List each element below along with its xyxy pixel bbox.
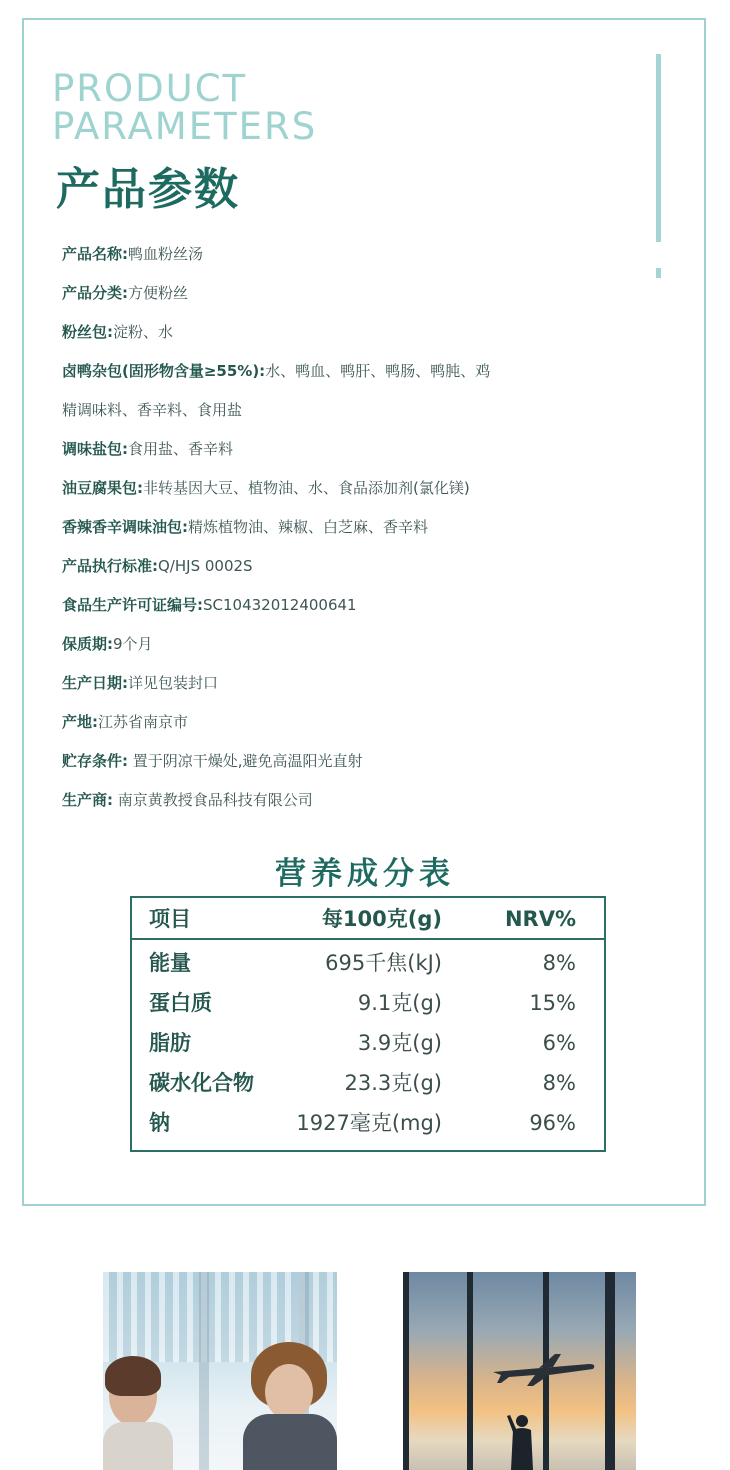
table-row bbox=[132, 1102, 604, 1142]
nutrient-nrv: 96% bbox=[529, 1111, 576, 1135]
param-key: 香辣香辛调味油包: bbox=[62, 518, 188, 536]
param-key: 产地: bbox=[62, 713, 98, 731]
param-line bbox=[62, 282, 662, 321]
woman-right-body bbox=[243, 1414, 337, 1470]
nutrient-amount: 695千焦(kJ) bbox=[325, 951, 442, 975]
param-value: SC10432012400641 bbox=[203, 596, 357, 614]
nutrition-title: 营养成分表 bbox=[275, 856, 455, 892]
window-mullion bbox=[605, 1272, 615, 1470]
person-silhouette-icon bbox=[507, 1414, 537, 1470]
nutrient-amount: 9.1克(g) bbox=[357, 991, 442, 1015]
param-value: 非转基因大豆、植物油、水、食品添加剂(氯化镁) bbox=[143, 479, 470, 497]
nutrient-name: 蛋白质 bbox=[149, 991, 212, 1015]
param-key: 生产日期: bbox=[62, 674, 128, 692]
airplane-icon bbox=[489, 1350, 599, 1390]
nutrition-table bbox=[130, 896, 606, 1152]
param-value: 淀粉、水 bbox=[113, 323, 174, 341]
param-line bbox=[62, 243, 662, 282]
nutrient-nrv: 15% bbox=[529, 991, 576, 1015]
param-key: 产品分类: bbox=[62, 284, 128, 302]
header-per-100g: 每100克(g) bbox=[321, 907, 442, 931]
window-mullion bbox=[403, 1272, 409, 1470]
airport-window-photo bbox=[403, 1272, 636, 1470]
param-line bbox=[62, 711, 662, 750]
nutrient-amount: 3.9克(g) bbox=[357, 1031, 442, 1055]
nutrient-name: 能量 bbox=[149, 951, 191, 975]
param-line bbox=[62, 633, 662, 672]
param-value: 江苏省南京市 bbox=[98, 713, 189, 731]
param-key: 保质期: bbox=[62, 635, 113, 653]
param-value: 精调味料、香辛料、食用盐 bbox=[62, 401, 243, 419]
param-value: 方便粉丝 bbox=[128, 284, 189, 302]
nutrient-nrv: 6% bbox=[542, 1031, 576, 1055]
nutrient-amount: 1927毫克(mg) bbox=[296, 1111, 442, 1135]
param-key: 食品生产许可证编号: bbox=[62, 596, 203, 614]
param-key: 油豆腐果包: bbox=[62, 479, 143, 497]
param-key: 产品执行标准: bbox=[62, 557, 158, 575]
param-key: 贮存条件: bbox=[62, 752, 128, 770]
param-key: 粉丝包: bbox=[62, 323, 113, 341]
office-meeting-photo bbox=[103, 1272, 337, 1470]
param-value: 鸭血粉丝汤 bbox=[128, 245, 204, 263]
param-line bbox=[62, 789, 662, 828]
nutrient-amount: 23.3克(g) bbox=[344, 1071, 442, 1095]
param-line bbox=[62, 672, 662, 711]
param-key: 生产商: bbox=[62, 791, 113, 809]
office-pillar bbox=[199, 1272, 209, 1470]
param-line bbox=[62, 750, 662, 789]
table-row bbox=[132, 1022, 604, 1062]
accent-bar-long bbox=[656, 54, 661, 242]
param-line bbox=[62, 555, 662, 594]
table-row bbox=[132, 1062, 604, 1102]
nutrient-name: 碳水化合物 bbox=[149, 1071, 254, 1095]
param-key: 卤鸭杂包(固形物含量≥55%): bbox=[62, 362, 266, 380]
nutrient-name: 脂肪 bbox=[149, 1031, 191, 1055]
woman-left-hair bbox=[105, 1356, 161, 1396]
param-value: 精炼植物油、辣椒、白芝麻、香辛料 bbox=[188, 518, 429, 536]
param-line bbox=[62, 399, 662, 438]
param-value: 置于阴凉干燥处,避免高温阳光直射 bbox=[128, 752, 363, 770]
table-row bbox=[132, 982, 604, 1022]
param-line bbox=[62, 477, 662, 516]
table-row bbox=[132, 942, 604, 982]
param-value: Q/HJS 0002S bbox=[158, 557, 253, 575]
english-title-line2: PARAMETERS bbox=[52, 105, 318, 148]
header-nrv: NRV% bbox=[504, 907, 576, 931]
param-value: 详见包装封口 bbox=[128, 674, 219, 692]
param-value: 南京黄教授食品科技有限公司 bbox=[113, 791, 313, 809]
english-title bbox=[52, 67, 318, 148]
param-line bbox=[62, 438, 662, 477]
header-item: 项目 bbox=[149, 907, 191, 931]
window-mullion bbox=[467, 1272, 473, 1470]
nutrient-nrv: 8% bbox=[542, 1071, 576, 1095]
param-line bbox=[62, 516, 662, 555]
nutrient-name: 钠 bbox=[149, 1111, 170, 1135]
nutrition-header-row bbox=[132, 898, 604, 940]
param-line bbox=[62, 321, 662, 360]
param-value: 食用盐、香辛料 bbox=[128, 440, 234, 458]
param-line bbox=[62, 360, 662, 399]
woman-left-body bbox=[103, 1422, 173, 1470]
chinese-title: 产品参数 bbox=[56, 164, 240, 215]
param-value: 水、鸭血、鸭肝、鸭肠、鸭肫、鸡 bbox=[265, 362, 491, 380]
param-line bbox=[62, 594, 662, 633]
param-key: 调味盐包: bbox=[62, 440, 128, 458]
param-value: 9个月 bbox=[113, 635, 153, 653]
param-key: 产品名称: bbox=[62, 245, 128, 263]
parameter-list bbox=[62, 243, 662, 828]
nutrient-nrv: 8% bbox=[542, 951, 576, 975]
woman-right-face-front bbox=[265, 1364, 313, 1420]
english-title-line1: PRODUCT bbox=[52, 67, 248, 110]
